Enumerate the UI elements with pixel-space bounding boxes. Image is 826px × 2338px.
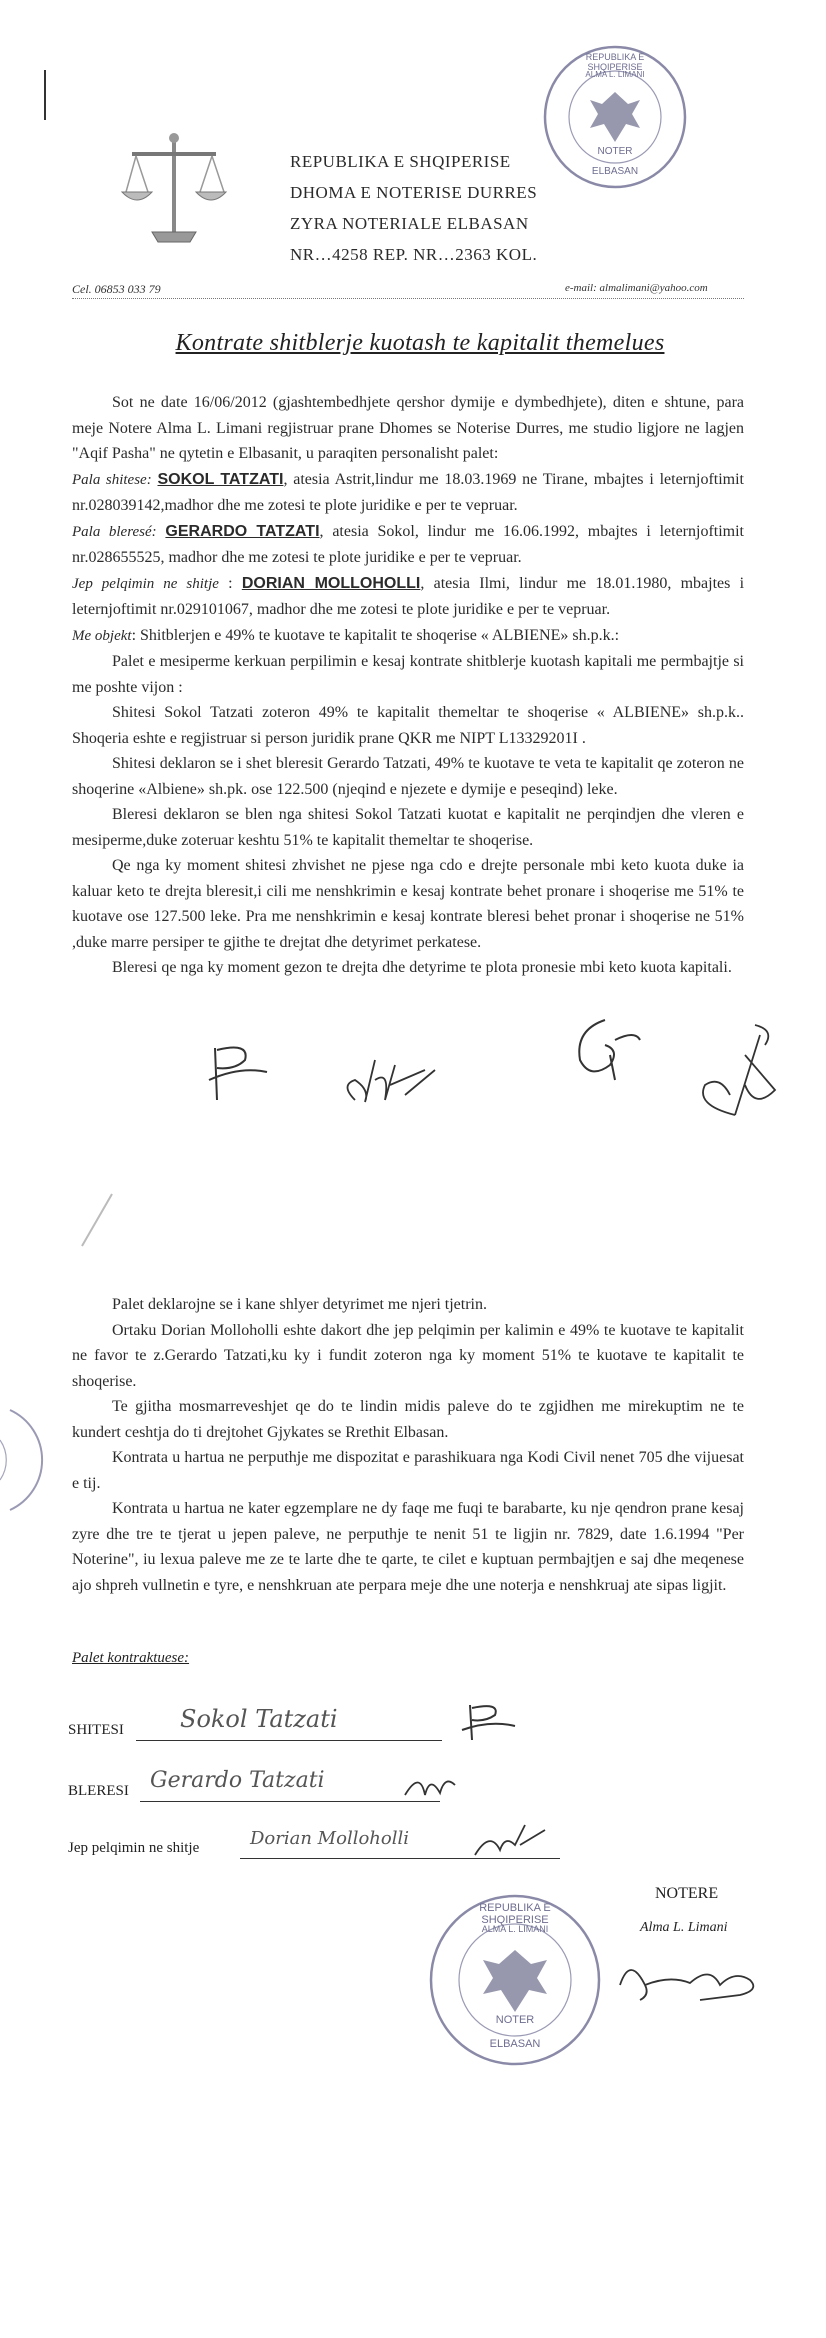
consent-party: Jep pelqimin ne shitje : DORIAN MOLLOHOLLI, atesia Ilmi, lindur me 18.01.1980, mbajtes i leternjoftimit nr.029101067, madhor dhe me zotesi te plote juridike e per te vepruar. (72, 574, 745, 618)
page-2 (0, 1200, 826, 2338)
stamp-city: ELBASAN (591, 166, 639, 177)
consent-name: DORIAN MOLLOHOLLI (241, 574, 421, 592)
buyer-label: Pala bleresé: (72, 523, 157, 540)
signature-buyer (335, 1040, 445, 1120)
clause-10: Kontrata u hartua ne perputhje me dispozitat e parashikuara nga Kodi Civil nenet 705 dhe vijuesat e tij. (72, 1449, 744, 1492)
stamp-2-city: ELBASAN (489, 2038, 541, 2050)
header-divider (72, 298, 744, 299)
object-text: : Shitblerjen e 49% te kuotave te kapitalit te shoqerise « ALBIENE» sh.p.k.: (131, 626, 620, 644)
stamp-ring-text: REPUBLIKA E SHQIPERISE (585, 52, 645, 72)
margin-mark (44, 70, 46, 120)
object-line (72, 623, 744, 650)
header-office: ZYRA NOTERIALE ELBASAN (290, 214, 529, 233)
intro-paragraph: Sot ne date 16/06/2012 (gjashtembedhjete qershor dymije e dymbedhjete), diten e shtune, para meje Notere Alma L. Limani regjistruar prane Dhomes se Noterise Durres, me studio ligjore ne lagjen "Aqif Pasha" ne qytetin e Elbasanit, u paraqiten personalisht palet: (72, 394, 744, 462)
consent-details: , atesia Ilmi, lindur me 18.01.1980, mbajtes i leternjoftimit nr.029101067, madhor dhe me zotesi te plote juridike e per te vepruar. (72, 574, 745, 618)
parties-label: Palet kontraktuese: (72, 1650, 190, 1666)
buyer-details: , atesia Sokol, lindur me 16.06.1992, mbajtes i leternjoftimit nr.028655525, madhor dhe me zotesi te plote juridike e per te vepruar. (72, 522, 745, 566)
stamp-2-ring-text: REPUBLIKA E SHQIPERISE (479, 1902, 551, 1926)
buyer-party (72, 519, 744, 571)
consent-page2-signature (470, 1820, 550, 1865)
seller-signature-line (136, 1740, 442, 1741)
document-title: Kontrate shitblerje kuotash te kapitalit themelues (175, 330, 665, 356)
signature-seller (205, 1040, 275, 1105)
clause-5: Qe nga ky moment shitesi zhvishet ne pjese nga cdo e drejte personale mbi keto kuota duke ia kaluar keto te drejta bleresit,i cili me nenshkrimin e kesaj kontrate behet pronare i shoqerise me 51% te kuotave ose 127.500 leke. Pra me nenshkrimin e kesaj kontrate bleresi behet pronar i shoqerise ne 51% ,duke marre persiper te gjithe te drejtat dhe detyrimet perkatese. (72, 857, 744, 951)
notary-stamp (540, 42, 690, 192)
stamp-name: ALMA L. LIMANI (585, 70, 645, 79)
page-2-body (72, 1292, 744, 1598)
header-republic: REPUBLIKA E SHQIPERISE (290, 152, 511, 171)
notary-stamp-2 (425, 1890, 605, 2070)
clause-6: Bleresi qe nga ky moment gezon te drejta dhe detyrime te plota pronesie mbi keto kuota kapitali. (112, 959, 732, 976)
buyer-page2-signature (400, 1765, 460, 1805)
clause-8: Ortaku Dorian Molloholli eshte dakort dhe jep pelqimin per kalimin e 49% te kuotave te kapitalit ne favor te z.Gerardo Tatzati,ku ky i fundit zoteron nga ky moment 51% te kuotave te kapitalit te shoqerise. (72, 1321, 744, 1390)
notary-name: Alma L. Limani (640, 1920, 728, 1935)
clause-9: Te gjitha mosmarreveshjet qe do te lindin midis paleve do te zgjidhen me mirekuptim ne te kundert ceshtja do ti drejtohet Gjykates se Rrethit Elbasan. (72, 1398, 744, 1441)
header-numbers: NR…4258 REP. NR…2363 KOL. (290, 245, 538, 264)
seller-role: SHITESI (68, 1722, 124, 1738)
clause-11: Kontrata u hartua ne kater egzemplare ne dy faqe me fuqi te barabarte, ku nje qendron prane kesaj zyre dhe tre te tjerat u jepen paleve, ne perputhje te nenit 51 te ligjin nr. 7829, date 1.6.1994 "Per Noterine", iu lexua paleve me ze te larte dhe te qarte, te cilet e kuptuan permbajtjen e saj dhe meqenese ajo shpreh vullnetin e tyre, e nenshkruan ate perpara meje dhe une noterja e nenshkruaj ate sipas ligjit. (72, 1500, 744, 1594)
seller-details: , atesia Astrit,lindur me 18.03.1969 ne Tirane, mbajtes i leternjoftimit nr.028039142,madhor dhe me zotesi te plote juridike e per te vepruar. (72, 470, 744, 514)
signature-consent (565, 1010, 645, 1085)
buyer-signature-line (140, 1801, 440, 1802)
clause-1: Palet e mesiperme kerkuan perpilimin e kesaj kontrate shitblerje kuotash kapitali me permbajtje si me poshte vijon : (72, 653, 744, 696)
email-address: e-mail: almalimani@yahoo.com (565, 282, 708, 294)
signature-notary (675, 1015, 785, 1135)
clause-4: Bleresi deklaron se blen nga shitesi Sokol Tatzati kuotat e kapitalit ne perqindjen dhe vleren e mesiperme,duke zoteruar keshtu 51% te kapitalit themeltar te shoqerise. (72, 806, 744, 849)
buyer-handwritten-name: Gerardo Tatzati (150, 1768, 325, 1793)
clause-3: Shitesi deklaron se i shet bleresit Gerardo Tatzati, 49% te kuotave te veta te kapitalit qe zoteron ne shoqerine «Albiene» sh.pk. ose 122.500 (njeqind e njezete e dymije e peseqind) leke. (72, 755, 744, 798)
header-chamber: DHOMA E NOTERISE DURRES (290, 183, 538, 202)
seller-page2-signature (460, 1700, 520, 1745)
page-1-body (72, 390, 744, 981)
seller-handwritten-name: Sokol Tatzati (180, 1705, 338, 1733)
seller-name: SOKOL TATZATI (157, 470, 284, 488)
clause-2: Shitesi Sokol Tatzati zoteron 49% te kapitalit themeltar te shoqerise « ALBIENE» sh.p.k.. Shoqeria eshte e regjistruar si person juridik prane QKR me NIPT L13329201I . (72, 704, 744, 747)
seller-label: Pala shitese: (72, 471, 152, 488)
consent-handwritten-name: Dorian Molloholli (250, 1828, 409, 1849)
buyer-name: GERARDO TATZATI (165, 522, 320, 540)
phone-number: Cel. 06853 033 79 (72, 282, 161, 296)
consent-role: Jep pelqimin ne shitje (68, 1840, 200, 1856)
seller-party (72, 467, 744, 519)
stamp-role: NOTER (597, 146, 633, 157)
consent-label: Jep pelqimin ne shitje (72, 575, 219, 592)
stamp-2-role: NOTER (495, 2014, 535, 2026)
partial-stamp (0, 1405, 70, 1515)
notary-signature (610, 1945, 770, 2010)
notary-title: NOTERE (655, 1885, 719, 1902)
object-label: Me objekt (72, 627, 132, 644)
buyer-role: BLERESI (68, 1783, 129, 1799)
scales-logo-icon (118, 128, 230, 248)
clause-7: Palet deklarojne se i kane shlyer detyrimet me njeri tjetrin. (112, 1296, 487, 1313)
stamp-2-name: ALMA L. LIMANI (481, 1924, 549, 1934)
